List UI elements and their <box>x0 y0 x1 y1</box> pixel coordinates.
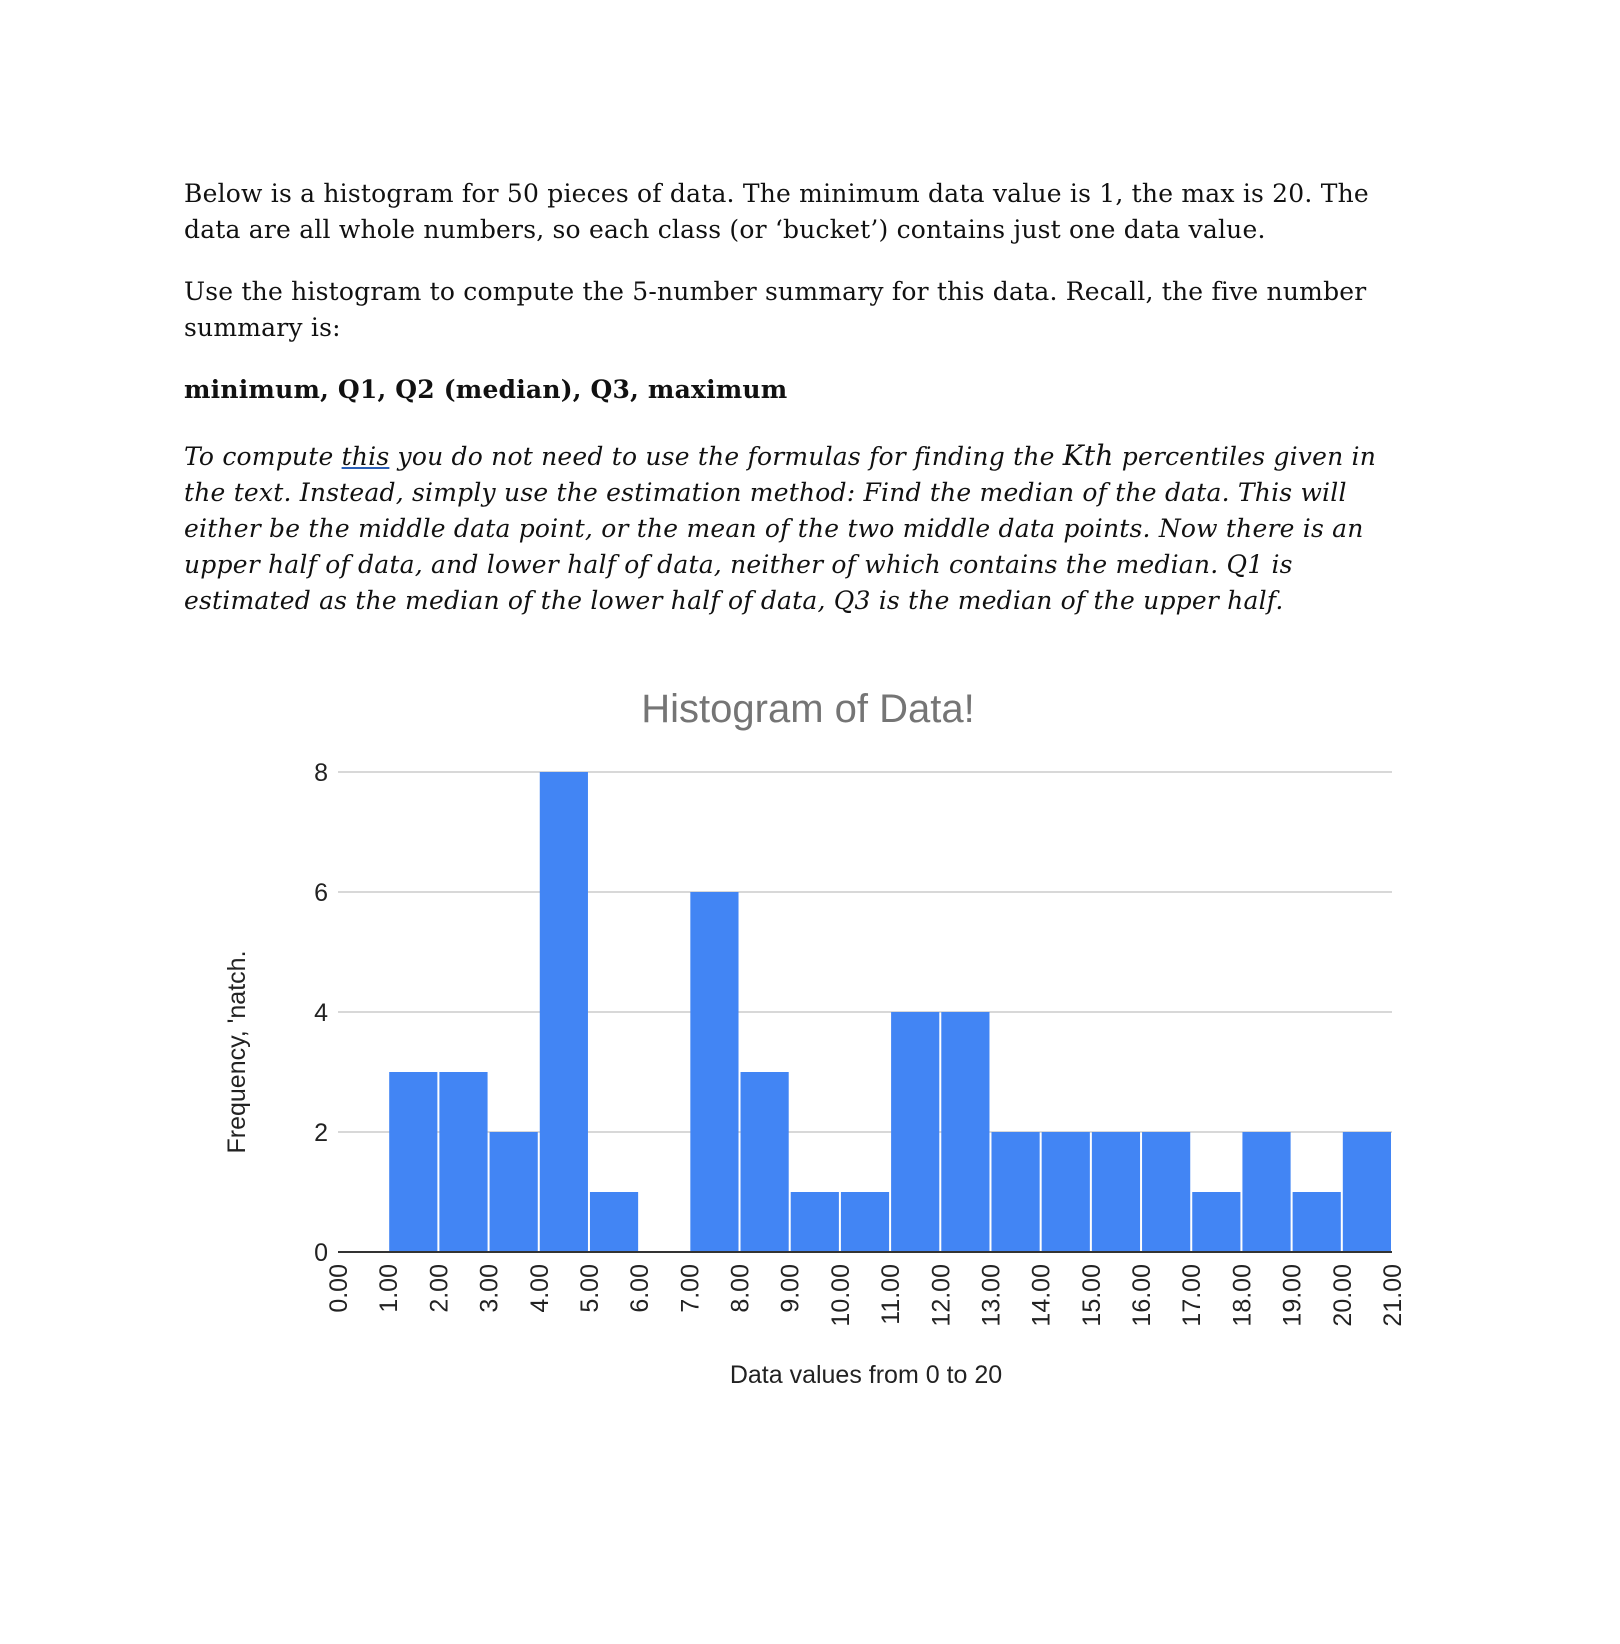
histogram-bar <box>1092 1132 1140 1252</box>
method-text-c: percentiles given in the text. Instead, simply use the estimation method: Find the median of the data. This will either be the middle data point, or the mean of the two middle data points. Now there is an upper half of data, and lower half of data, neither of which contains the median. Q1 is estimated as the median of the lower half of data, Q3 is the median of the upper half. <box>184 442 1377 615</box>
x-tick-label: 0.00 <box>325 1264 353 1313</box>
histogram-bar <box>991 1132 1039 1252</box>
x-tick-label: 10.00 <box>826 1264 855 1327</box>
x-tick-label: 14.00 <box>1027 1264 1056 1327</box>
method-text-b: you do not need to use the formulas for finding the <box>389 442 1063 471</box>
y-tick-label: 8 <box>314 759 328 787</box>
histogram-bar <box>690 892 738 1252</box>
intro-paragraph: Below is a histogram for 50 pieces of data. The minimum data value is 1, the max is 20. The data are all whole numbers, so each class (or ‘bucket’) contains just one data value. <box>184 179 1369 244</box>
x-tick-label: 1.00 <box>375 1264 404 1313</box>
this-link[interactable]: this <box>341 442 390 471</box>
y-axis-label: Frequency, 'natch. <box>223 950 251 1154</box>
x-tick-label: 13.00 <box>977 1264 1006 1327</box>
x-tick-label: 21.00 <box>1379 1264 1407 1327</box>
histogram-bar <box>891 1012 939 1252</box>
histogram-bar <box>841 1192 889 1252</box>
x-tick-label: 18.00 <box>1228 1264 1257 1327</box>
chart-title: Histogram of Data! <box>641 687 975 731</box>
histogram-bar <box>490 1132 538 1252</box>
instructions-paragraph: Use the histogram to compute the 5-number summary for this data. Recall, the five number summary is: <box>184 277 1367 342</box>
x-tick-label: 19.00 <box>1278 1264 1307 1327</box>
x-tick-label: 16.00 <box>1128 1264 1157 1327</box>
histogram-bar <box>791 1192 839 1252</box>
histogram-bar <box>1293 1192 1341 1252</box>
histogram-bar <box>1242 1132 1290 1252</box>
histogram-bar <box>1192 1192 1240 1252</box>
x-axis-ticks <box>325 1264 1407 1327</box>
y-axis-ticks <box>314 759 328 1267</box>
five-number-summary-heading: minimum, Q1, Q2 (median), Q3, maximum <box>184 375 788 404</box>
x-tick-label: 20.00 <box>1328 1264 1357 1327</box>
y-tick-label: 4 <box>314 999 328 1027</box>
histogram-bar <box>1042 1132 1090 1252</box>
histogram-bar <box>389 1072 437 1252</box>
x-tick-label: 9.00 <box>776 1264 805 1313</box>
histogram-bar <box>439 1072 487 1252</box>
gridlines <box>338 772 1392 1132</box>
histogram-bar <box>741 1072 789 1252</box>
histogram-bar <box>1343 1132 1391 1252</box>
y-tick-label: 2 <box>314 1119 328 1147</box>
y-tick-label: 0 <box>314 1239 328 1267</box>
x-tick-label: 5.00 <box>575 1264 604 1313</box>
kth-symbol: Kth <box>1062 439 1114 472</box>
histogram-bar <box>941 1012 989 1252</box>
x-tick-label: 6.00 <box>626 1264 655 1313</box>
x-tick-label: 17.00 <box>1178 1264 1207 1327</box>
x-tick-label: 2.00 <box>425 1264 454 1313</box>
histogram-bar <box>590 1192 638 1252</box>
x-tick-label: 12.00 <box>927 1264 956 1327</box>
x-tick-label: 11.00 <box>877 1264 906 1325</box>
method-text-a: To compute <box>184 442 342 471</box>
x-tick-label: 4.00 <box>525 1264 554 1313</box>
x-axis-label: Data values from 0 to 20 <box>729 1361 1003 1389</box>
x-tick-label: 7.00 <box>676 1264 705 1313</box>
x-tick-label: 3.00 <box>475 1264 504 1313</box>
histogram-bar <box>540 772 588 1252</box>
x-tick-label: 8.00 <box>726 1264 755 1313</box>
y-tick-label: 6 <box>314 879 328 907</box>
x-tick-label: 15.00 <box>1077 1264 1106 1327</box>
histogram-bar <box>1142 1132 1190 1252</box>
